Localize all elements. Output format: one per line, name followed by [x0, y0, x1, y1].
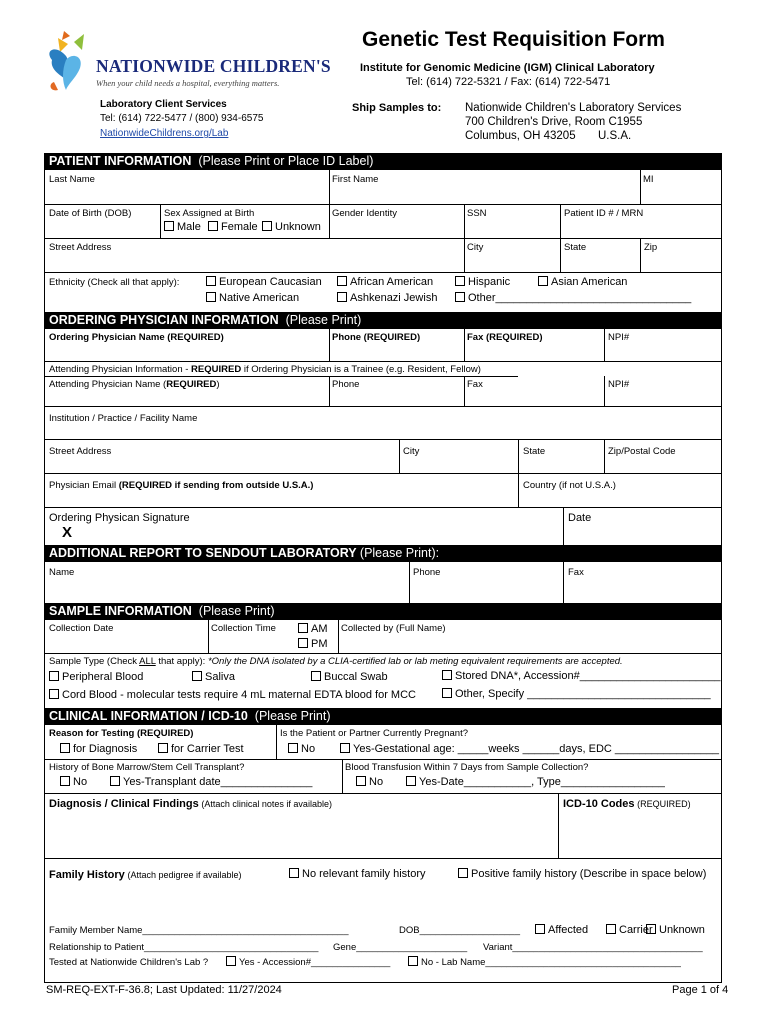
physician-city-field[interactable]: City — [403, 446, 420, 457]
bone-marrow-yes-checkbox[interactable]: Yes-Transplant date_______________ — [110, 776, 312, 788]
physician-section-header: ORDERING PHYSICIAN INFORMATION (Please Print) — [44, 312, 722, 329]
physician-email-field[interactable]: Physician Email (REQUIRED if sending from outside U.S.A.) — [49, 480, 314, 491]
pregnant-question: Is the Patient or Partner Currently Pregnant? — [280, 728, 468, 739]
physician-country-field[interactable]: Country (if not U.S.A.) — [523, 480, 616, 491]
buccal-swab-checkbox[interactable]: Buccal Swab — [311, 671, 388, 683]
sex-unknown-checkbox[interactable]: Unknown — [262, 221, 321, 233]
institute-tel-fax: Tel: (614) 722-5321 / Fax: (614) 722-5471 — [406, 76, 611, 88]
logo-name: NATIONWIDE CHILDREN'S — [96, 56, 331, 76]
attending-npi-field[interactable]: NPI# — [608, 379, 630, 390]
attending-note: Attending Physician Information - REQUIRED if Ordering Physician is a Trainee (e.g. Resident, Fellow) — [49, 364, 481, 375]
logo-tagline: When your child needs a hospital, everything matters. — [96, 78, 280, 88]
unknown-checkbox[interactable]: Unknown — [646, 924, 705, 936]
pm-checkbox[interactable]: PM — [298, 638, 328, 650]
carrier-checkbox[interactable]: Carrier — [606, 924, 653, 936]
patient-zip-field[interactable]: Zip — [644, 242, 658, 253]
sex-female-checkbox[interactable]: Female — [208, 221, 258, 233]
logo — [44, 30, 334, 96]
client-services-link[interactable]: NationwideChildrens.org/Lab — [100, 128, 229, 139]
ethnicity-european-checkbox[interactable]: European Caucasian — [206, 276, 322, 288]
family-history-label: Family History (Attach pedigree if available) — [49, 869, 242, 881]
am-checkbox[interactable]: AM — [298, 623, 328, 635]
sendout-fax-field[interactable]: Fax — [568, 567, 584, 578]
ordering-physician-name-field[interactable]: Ordering Physician Name (REQUIRED) — [49, 332, 224, 343]
sample-section-header: SAMPLE INFORMATION (Please Print) — [44, 603, 722, 620]
sendout-section-header: ADDITIONAL REPORT TO SENDOUT LABORATORY (Please Print): — [44, 545, 722, 562]
bone-marrow-no-checkbox[interactable]: No — [60, 776, 87, 788]
form-title: Genetic Test Requisition Form — [362, 28, 665, 51]
stored-dna-checkbox[interactable]: Stored DNA*, Accession#_______________________ — [442, 670, 720, 682]
ethnicity-african-checkbox[interactable]: African American — [337, 276, 433, 288]
last-name-field[interactable]: Last Name — [49, 174, 95, 185]
clinical-section-header: CLINICAL INFORMATION / ICD-10 (Please Print) — [44, 708, 722, 725]
signature-x-mark[interactable]: X — [62, 524, 73, 541]
tested-yes-checkbox[interactable]: Yes - Accession#_______________ — [226, 956, 390, 968]
ethnicity-ashkenazi-checkbox[interactable]: Ashkenazi Jewish — [337, 292, 437, 304]
institution-field[interactable]: Institution / Practice / Facility Name — [49, 413, 198, 424]
client-services-tel: Tel: (614) 722-5477 / (800) 934-6575 — [100, 113, 264, 124]
ssn-field[interactable]: SSN — [467, 208, 487, 219]
ethnicity-hispanic-checkbox[interactable]: Hispanic — [455, 276, 510, 288]
institute-name: Institute for Genomic Medicine (IGM) Clinical Laboratory — [360, 62, 655, 74]
family-member-dob-field[interactable]: DOB___________________ — [399, 925, 520, 936]
transfusion-question: Blood Transfusion Within 7 Days from Sample Collection? — [345, 762, 589, 773]
ethnicity-label: Ethnicity (Check all that apply): — [49, 277, 180, 288]
patient-section-header: PATIENT INFORMATION (Please Print or Place ID Label) — [44, 153, 722, 170]
saliva-checkbox[interactable]: Saliva — [192, 671, 235, 683]
tested-at-nch-label: Tested at Nationwide Children's Lab ? — [49, 957, 209, 968]
clinical-findings-field[interactable]: Diagnosis / Clinical Findings (Attach clinical notes if available) — [49, 798, 332, 810]
ship-address-line2: 700 Children's Drive, Room C1955 — [465, 116, 643, 128]
sample-type-label: Sample Type (Check ALL that apply): *Only the DNA isolated by a CLIA-certified lab or lab meting equivalent requirements are accepted. — [49, 656, 623, 667]
transfusion-yes-checkbox[interactable]: Yes-Date___________, Type_________________ — [406, 776, 665, 788]
relationship-field[interactable]: Relationship to Patient_________________________________ — [49, 942, 319, 953]
footer-page-number: Page 1 of 4 — [672, 984, 729, 996]
gender-identity-field[interactable]: Gender Identity — [332, 208, 397, 219]
ordering-phone-field[interactable]: Phone (REQUIRED) — [332, 332, 421, 343]
reason-diagnosis-checkbox[interactable]: for Diagnosis — [60, 743, 137, 755]
affected-checkbox[interactable]: Affected — [535, 924, 588, 936]
transfusion-no-checkbox[interactable]: No — [356, 776, 383, 788]
attending-phone-field[interactable]: Phone — [332, 379, 360, 390]
collection-time-field[interactable]: Collection Time — [211, 623, 276, 634]
ethnicity-native-checkbox[interactable]: Native American — [206, 292, 299, 304]
sendout-name-field[interactable]: Name — [49, 567, 75, 578]
gene-field[interactable]: Gene_____________________ — [333, 942, 468, 953]
physician-street-field[interactable]: Street Address — [49, 446, 112, 457]
patient-id-field[interactable]: Patient ID # / MRN — [564, 208, 644, 219]
ethnicity-other-checkbox[interactable]: Other________________________________ — [455, 292, 691, 304]
patient-state-field[interactable]: State — [564, 242, 587, 253]
attending-fax-field[interactable]: Fax — [467, 379, 483, 390]
variant-field[interactable]: Variant____________________________________ — [483, 942, 703, 953]
icd10-codes-field[interactable]: ICD-10 Codes (REQUIRED) — [563, 798, 691, 810]
dob-field[interactable]: Date of Birth (DOB) — [49, 208, 132, 219]
footer-code: SM-REQ-EXT-F-36.8; Last Updated: 11/27/2024 — [46, 984, 282, 996]
family-member-name-field[interactable]: Family Member Name_______________________________________ — [49, 925, 349, 936]
cord-blood-checkbox[interactable]: Cord Blood - molecular tests require 4 mL maternal EDTA blood for MCC — [49, 689, 416, 701]
sex-male-checkbox[interactable]: Male — [164, 221, 201, 233]
physician-zip-field[interactable]: Zip/Postal Code — [608, 446, 676, 457]
client-services-title: Laboratory Client Services — [100, 99, 227, 110]
ship-address-line1: Nationwide Children's Laboratory Services — [465, 102, 682, 114]
positive-history-checkbox[interactable]: Positive family history (Describe in space below) — [458, 868, 706, 880]
ordering-npi-field[interactable]: NPI# — [608, 332, 630, 343]
no-relevant-history-checkbox[interactable]: No relevant family history — [289, 868, 426, 880]
reason-carrier-checkbox[interactable]: for Carrier Test — [158, 743, 244, 755]
physician-state-field[interactable]: State — [523, 446, 546, 457]
signature-label: Ordering Physican Signature — [49, 512, 190, 524]
reason-for-testing-label: Reason for Testing (REQUIRED) — [49, 728, 194, 739]
butterfly-logo-icon — [44, 30, 100, 96]
peripheral-blood-checkbox[interactable]: Peripheral Blood — [49, 671, 143, 683]
tested-no-checkbox[interactable]: No - Lab Name_____________________________________ — [408, 956, 681, 968]
ship-samples-label: Ship Samples to: — [352, 102, 442, 114]
sex-assigned-label: Sex Assigned at Birth — [164, 208, 255, 219]
requisition-form — [44, 153, 722, 983]
ethnicity-asian-checkbox[interactable]: Asian American — [538, 276, 627, 288]
collection-date-field[interactable]: Collection Date — [49, 623, 114, 634]
patient-city-field[interactable]: City — [467, 242, 484, 253]
attending-physician-name-field[interactable]: Attending Physician Name (REQUIRED) — [49, 379, 220, 390]
mi-field[interactable]: MI — [643, 174, 654, 185]
bone-marrow-question: History of Bone Marrow/Stem Cell Transplant? — [49, 762, 245, 773]
sendout-phone-field[interactable]: Phone — [413, 567, 441, 578]
ordering-fax-field[interactable]: Fax (REQUIRED) — [467, 332, 543, 343]
collected-by-field[interactable]: Collected by (Full Name) — [341, 623, 446, 634]
pregnant-yes-checkbox[interactable]: Yes-Gestational age: _____weeks ______days, EDC _________________ — [340, 743, 719, 755]
patient-street-field[interactable]: Street Address — [49, 242, 112, 253]
other-sample-checkbox[interactable]: Other, Specify ______________________________ — [442, 688, 711, 700]
ship-address-line3: Columbus, OH 43205 U.S.A. — [465, 130, 632, 142]
pregnant-no-checkbox[interactable]: No — [288, 743, 315, 755]
first-name-field[interactable]: First Name — [332, 174, 379, 185]
signature-date-field[interactable]: Date — [568, 512, 592, 524]
